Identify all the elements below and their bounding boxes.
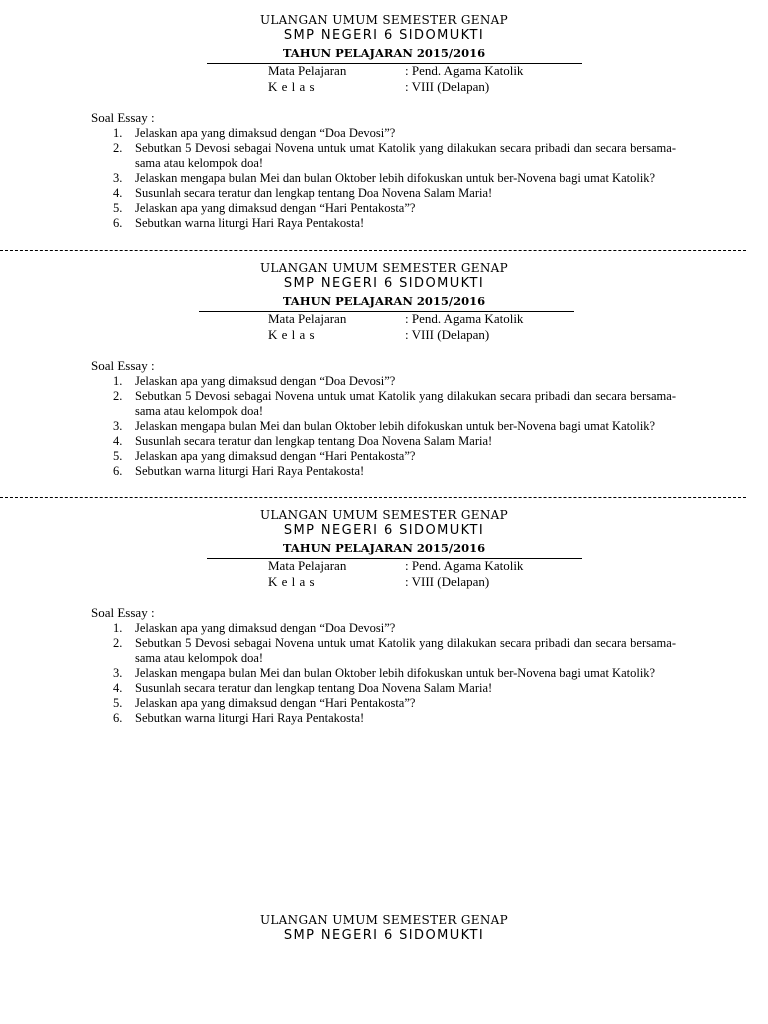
class-label: K e l a s: [268, 327, 316, 342]
question-number: 3.: [113, 666, 123, 680]
question-item: [91, 419, 676, 434]
class-label: K e l a s: [268, 574, 316, 589]
question-text: Jelaskan apa yang dimaksud dengan “Doa Devosi”?: [135, 374, 396, 388]
question-item: [91, 171, 676, 186]
question-text: Jelaskan apa yang dimaksud dengan “Hari Pentakosta”?: [135, 449, 416, 463]
question-number: 6.: [113, 464, 123, 478]
exam-title: ULANGAN UMUM SEMESTER GENAP: [260, 913, 508, 927]
question-item: [91, 666, 676, 681]
subject-value: : Pend. Agama Katolik: [405, 63, 524, 78]
question-text: Sebutkan warna liturgi Hari Raya Pentakosta!: [135, 711, 365, 725]
question-item: [91, 389, 676, 419]
question-item: [91, 201, 676, 216]
question-text: Jelaskan apa yang dimaksud dengan “Hari Pentakosta”?: [135, 201, 416, 215]
question-number: 3.: [113, 171, 123, 185]
academic-year: TAHUN PELAJARAN 2015/2016: [282, 294, 486, 308]
question-list: [91, 621, 676, 726]
question-text: Susunlah secara teratur dan lengkap tentang Doa Novena Salam Maria!: [135, 186, 493, 200]
question-text: Sebutkan 5 Devosi sebagai Novena untuk umat Katolik yang dilakukan secara pribadi dan secara bersama-sama atau kelompok doa!: [135, 141, 676, 170]
question-number: 6.: [113, 711, 123, 725]
school-name: SMP NEGERI 6 SIDOMUKTI: [283, 276, 485, 291]
question-item: [91, 711, 676, 726]
section-title: Soal Essay :: [91, 110, 155, 125]
question-text: Sebutkan warna liturgi Hari Raya Pentakosta!: [135, 216, 365, 230]
school-name: SMP NEGERI 6 SIDOMUKTI: [283, 28, 485, 43]
class-value: : VIII (Delapan): [405, 79, 490, 94]
question-item: [91, 464, 676, 479]
question-number: 5.: [113, 696, 123, 710]
question-number: 4.: [113, 186, 123, 200]
class-value: : VIII (Delapan): [405, 574, 490, 589]
subject-label: Mata Pelajaran: [268, 558, 347, 573]
exam-title: ULANGAN UMUM SEMESTER GENAP: [260, 13, 508, 27]
question-text: Sebutkan warna liturgi Hari Raya Pentakosta!: [135, 464, 365, 478]
question-text: Sebutkan 5 Devosi sebagai Novena untuk umat Katolik yang dilakukan secara pribadi dan secara bersama-sama atau kelompok doa!: [135, 636, 676, 665]
subject-label: Mata Pelajaran: [268, 311, 347, 326]
academic-year: TAHUN PELAJARAN 2015/2016: [282, 46, 486, 60]
question-text: Jelaskan apa yang dimaksud dengan “Hari Pentakosta”?: [135, 696, 416, 710]
academic-year: TAHUN PELAJARAN 2015/2016: [282, 541, 486, 555]
question-list: [91, 374, 676, 479]
question-number: 1.: [113, 126, 123, 140]
school-name: SMP NEGERI 6 SIDOMUKTI: [283, 523, 485, 538]
question-item: [91, 141, 676, 171]
exam-sheet-2: [0, 248, 768, 494]
question-list: [91, 126, 676, 231]
question-text: Susunlah secara teratur dan lengkap tentang Doa Novena Salam Maria!: [135, 434, 493, 448]
question-item: [91, 216, 676, 231]
subject-label: Mata Pelajaran: [268, 63, 347, 78]
question-item: [91, 434, 676, 449]
question-text: Jelaskan mengapa bulan Mei dan bulan Oktober lebih difokuskan untuk ber-Novena bagi umat Katolik?: [135, 666, 656, 680]
question-number: 2.: [113, 389, 123, 403]
exam-sheet-1: [0, 0, 768, 246]
question-text: Jelaskan mengapa bulan Mei dan bulan Oktober lebih difokuskan untuk ber-Novena bagi umat Katolik?: [135, 419, 656, 433]
question-text: Jelaskan apa yang dimaksud dengan “Doa Devosi”?: [135, 621, 396, 635]
question-item: [91, 636, 676, 666]
question-item: [91, 696, 676, 711]
question-number: 4.: [113, 681, 123, 695]
question-number: 2.: [113, 636, 123, 650]
question-item: [91, 374, 676, 389]
question-item: [91, 186, 676, 201]
question-item: [91, 126, 676, 141]
question-text: Jelaskan apa yang dimaksud dengan “Doa Devosi”?: [135, 126, 396, 140]
section-title: Soal Essay :: [91, 358, 155, 373]
question-item: [91, 621, 676, 636]
section-title: Soal Essay :: [91, 605, 155, 620]
question-text: Susunlah secara teratur dan lengkap tentang Doa Novena Salam Maria!: [135, 681, 493, 695]
class-label: K e l a s: [268, 79, 316, 94]
header-rule: [207, 63, 582, 64]
question-number: 4.: [113, 434, 123, 448]
question-number: 5.: [113, 201, 123, 215]
question-number: 6.: [113, 216, 123, 230]
question-number: 3.: [113, 419, 123, 433]
subject-value: : Pend. Agama Katolik: [405, 311, 524, 326]
header-rule: [207, 558, 582, 559]
school-name: SMP NEGERI 6 SIDOMUKTI: [283, 928, 485, 943]
exam-sheet-3: [0, 495, 768, 741]
question-item: [91, 449, 676, 464]
exam-sheet-4-partial: [0, 900, 768, 960]
exam-title: ULANGAN UMUM SEMESTER GENAP: [260, 261, 508, 275]
question-number: 1.: [113, 621, 123, 635]
question-item: [91, 681, 676, 696]
question-text: Sebutkan 5 Devosi sebagai Novena untuk umat Katolik yang dilakukan secara pribadi dan secara bersama-sama atau kelompok doa!: [135, 389, 676, 418]
exam-title: ULANGAN UMUM SEMESTER GENAP: [260, 508, 508, 522]
class-value: : VIII (Delapan): [405, 327, 490, 342]
question-text: Jelaskan mengapa bulan Mei dan bulan Oktober lebih difokuskan untuk ber-Novena bagi umat Katolik?: [135, 171, 656, 185]
subject-value: : Pend. Agama Katolik: [405, 558, 524, 573]
question-number: 1.: [113, 374, 123, 388]
question-number: 5.: [113, 449, 123, 463]
question-number: 2.: [113, 141, 123, 155]
